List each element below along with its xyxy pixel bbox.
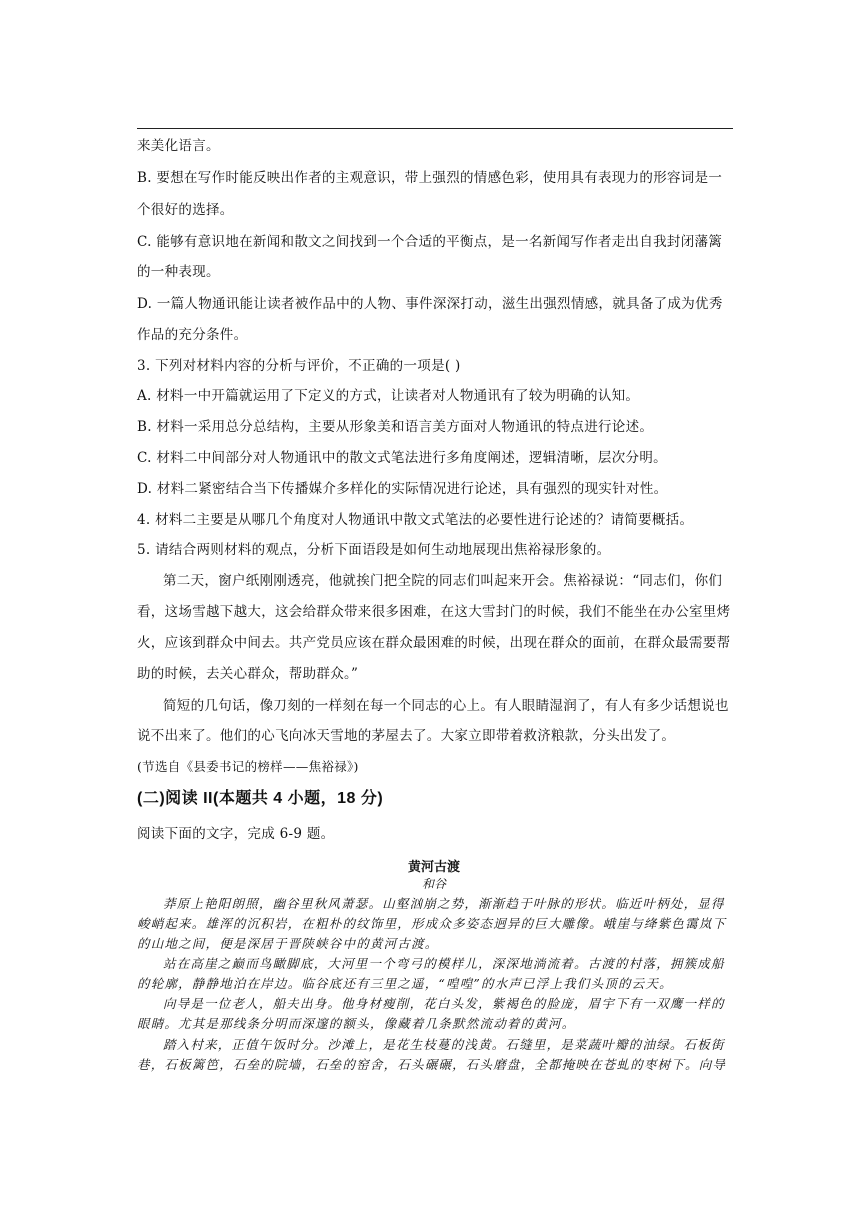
- passage-line: 巷，石板篱笆，石垒的院墙，石垒的窑舍，石头碾碾，石头磨盘，全都掩映在苍虬的枣树下。向导: [137, 1057, 727, 1072]
- q3-option-a: A. 材料一中开篇就运用了下定义的方式，让读者对人物通讯有了较为明确的认知。: [137, 388, 640, 404]
- text-line: 作品的充分条件。: [137, 327, 248, 343]
- text-line: 来美化语言。: [137, 138, 220, 154]
- text-line: 个很好的选择。: [137, 202, 234, 218]
- passage-line: 向导是一位老人，船夫出身。他身材瘦削，花白头发，紫褐色的脸庞，眉宇下有一双鹰一样的: [163, 996, 725, 1011]
- passage-line: 的轮廓，静静地泊在岸边。临谷底还有三里之遥，“喤喤”的水声已浮上我们头顶的云天。: [137, 976, 673, 991]
- excerpt-line: 火，应该到群众中间去。共产党员应该在群众最困难的时候，出现在群众的面前，在群众最需要帮: [137, 635, 731, 651]
- passage-line: 踏入村来，正值午饭时分。沙滩上，是花生枝蔓的浅黄。石缝里，是菜蔬叶瓣的油绿。石板街: [163, 1037, 725, 1052]
- excerpt-line: 简短的几句话，像刀刻的一样刻在每一个同志的心上。有人眼睛湿润了，有人有多少话想说也: [163, 698, 729, 714]
- q3-option-c: C. 材料二中间部分对人物通讯中的散文式笔法进行多角度阐述，逻辑清晰，层次分明。: [137, 450, 667, 466]
- passage-line: 的山地之间，便是深居于晋陕峡谷中的黄河古渡。: [137, 936, 439, 951]
- passage-line: 站在高崖之巅而鸟瞰脚底，大河里一个弯弓的模样儿，深深地淌流着。古渡的村落，拥簇成船: [163, 956, 725, 971]
- passage-line: 眼睛。尤其是那线条分明而深邃的额头，像藏着几条默然流动着的黄河。: [137, 1016, 576, 1031]
- option-c: C. 能够有意识地在新闻和散文之间找到一个合适的平衡点，是一名新闻写作者走出自我封闭藩篱: [137, 234, 723, 250]
- instruction: 阅读下面的文字，完成 6-9 题。: [137, 826, 335, 842]
- section-heading: (二)阅读 II(本题共 4 小题，18 分): [137, 790, 384, 807]
- question-3: 3. 下列对材料内容的分析与评价，不正确的一项是( ): [137, 358, 461, 374]
- q3-option-d: D. 材料二紧密结合当下传播媒介多样化的实际情况进行论述，具有强烈的现实针对性。: [137, 481, 668, 497]
- option-d: D. 一篇人物通讯能让读者被作品中的人物、事件深深打动，滋生出强烈情感，就具备了成为优秀: [137, 296, 723, 312]
- excerpt-line: 第二天，窗户纸刚刚透亮，他就挨门把全院的同志们叫起来开会。焦裕禄说：“同志们，你们: [163, 573, 723, 589]
- passage-line: 莽原上艳阳朗照，幽谷里秋风萧瑟。山壑汹崩之势，渐渐趋于叶脉的形状。临近叶柄处，显得: [163, 896, 725, 911]
- text-line: 的一种表现。: [137, 264, 220, 280]
- excerpt-line: 助的时候，去关心群众，帮助群众。”: [137, 666, 359, 682]
- question-4: 4. 材料二主要是从哪几个角度对人物通讯中散文式笔法的必要性进行论述的？请简要概括。: [137, 512, 694, 528]
- passage-title: 黄河古渡: [407, 860, 460, 875]
- header-rule: [137, 128, 733, 129]
- excerpt-line: 说不出来了。他们的心飞向冰天雪地的茅屋去了。大家立即带着救济粮款，分头出发了。: [137, 728, 676, 744]
- option-b: B. 要想在写作时能反映出作者的主观意识，带上强烈的情感色彩，使用具有表现力的形容词是一: [137, 170, 723, 186]
- passage-line: 峻峭起来。雄浑的沉积岩，在粗朴的纹饰里，形成众多姿态迥异的巨大雕像。峨崖与绛紫色霭岚下: [137, 916, 727, 931]
- excerpt-line: 看，这场雪越下越大，这会给群众带来很多困难，在这大雪封门的时候，我们不能坐在办公室里烤: [137, 604, 731, 620]
- question-5: 5. 请结合两则材料的观点，分析下面语段是如何生动地展现出焦裕禄形象的。: [137, 542, 611, 558]
- passage-author: 和谷: [421, 877, 446, 891]
- q3-option-b: B. 材料一采用总分总结构，主要从形象美和语言美方面对人物通讯的特点进行论述。: [137, 419, 654, 435]
- excerpt-source: (节选自《县委书记的榜样——焦裕禄》): [137, 759, 359, 774]
